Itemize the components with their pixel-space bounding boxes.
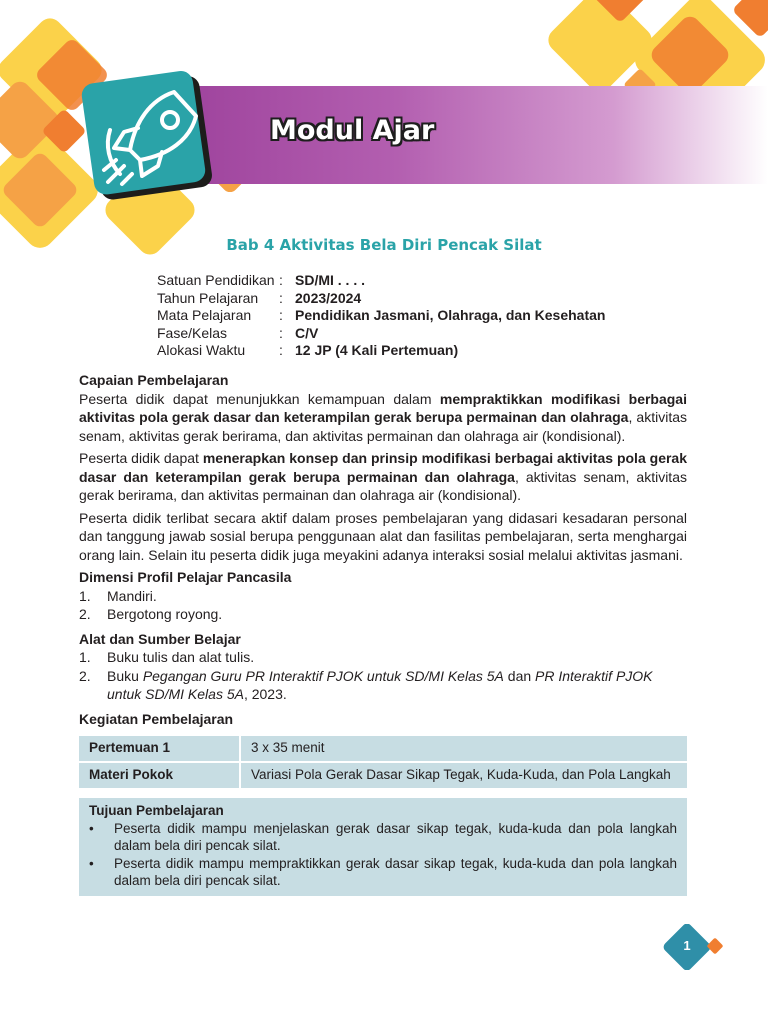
- tujuan-box: [79, 798, 687, 896]
- list-item: [79, 667, 687, 704]
- table-value: Variasi Pola Gerak Dasar Sikap Tegak, Kuda-Kuda, dan Pola Langkah: [241, 763, 687, 788]
- table-value: 3 x 35 menit: [241, 736, 687, 761]
- module-title: Modul Ajar: [270, 115, 435, 146]
- book-title: Pegangan Guru PR Interaktif PJOK untuk SD/MI Kelas 5A: [142, 667, 504, 684]
- info-value: SD/MI . . . .: [295, 272, 366, 288]
- info-value: 12 JP (4 Kali Pertemuan): [295, 342, 459, 358]
- info-colon: :: [279, 342, 283, 358]
- info-colon: :: [279, 272, 283, 288]
- info-value: Pendidikan Jasmani, Olahraga, dan Kesehatan: [295, 307, 606, 323]
- info-colon: :: [279, 289, 283, 306]
- list-text: Peserta didik mampu mempraktikkan gerak dasar sikap tegak, kuda-kuda dan pola langkah dalam bela diri pencak silat.: [114, 855, 677, 888]
- list-item: [79, 648, 687, 667]
- section-title-capaian: Capaian Pembelajaran: [79, 372, 229, 388]
- info-row: [157, 325, 605, 343]
- list-item: [89, 855, 677, 890]
- bullet: •: [89, 855, 94, 871]
- info-key: Tahun Pelajaran: [157, 289, 259, 306]
- info-row: [157, 290, 605, 308]
- identity-table: [157, 272, 605, 360]
- list-text: [107, 667, 687, 704]
- section-title-alat: Alat dan Sumber Belajar: [79, 630, 241, 647]
- text-run: , aktivitas senam, aktivitas gerak berirama, dan aktivitas permainan dan olahraga air (kondisional).: [79, 409, 687, 444]
- info-row: [157, 307, 605, 325]
- info-key: Satuan Pendidikan: [157, 272, 275, 288]
- capaian-paragraph-3: Peserta didik terlibat secara aktif dalam proses pembelajaran yang didasari kesadaran personal dan tanggung jawab sosial berupa penggunaan alat dan fasilitas pembelajaran, serta menghargai orang lain. Selain itu peserta didik juga meyakini adanya interaksi sosial melalui aktivitas jasmani.: [79, 509, 687, 563]
- list-text: Peserta didik mampu menjelaskan gerak dasar sikap tegak, kuda-kuda dan pola langkah dalam bela diri pencak silat.: [114, 820, 677, 853]
- info-key: Fase/Kelas: [157, 324, 228, 341]
- list-number: 1.: [79, 649, 91, 665]
- list-text: Bergotong royong.: [107, 606, 223, 622]
- text-run: Buku: [107, 667, 143, 684]
- list-item: [79, 587, 687, 606]
- list-text: Buku tulis dan alat tulis.: [107, 649, 255, 665]
- info-value: C/V: [295, 324, 319, 341]
- text-run: dan: [503, 667, 536, 684]
- section-title-kegiatan: Kegiatan Pembelajaran: [79, 710, 234, 727]
- page-number: 1: [683, 938, 691, 953]
- capaian-paragraph-1: [79, 390, 687, 446]
- info-colon: :: [279, 324, 283, 341]
- text-run: , 2023.: [243, 686, 287, 702]
- dimensi-list: [79, 587, 687, 624]
- text-run: , aktivitas senam, aktivitas gerak berirama, dan aktivitas permainan dan olahraga air (kondisional).: [79, 468, 687, 503]
- info-key: Mata Pelajaran: [157, 307, 252, 323]
- table-label: Materi Pokok: [79, 763, 241, 788]
- page-badge-icon: [663, 924, 733, 970]
- kegiatan-table: [79, 734, 687, 790]
- text-run-bold: menerapkan konsep dan prinsip modifikasi berbagai aktivitas pola gerak dasar dan keterampilan gerak berupa permainan dan olahraga: [79, 450, 688, 485]
- table-row: [79, 763, 687, 788]
- tujuan-list: [89, 820, 677, 890]
- text-run: Peserta didik dapat: [79, 450, 203, 466]
- info-row: [157, 272, 605, 290]
- book-title: PR Interaktif PJOK untuk SD/MI Kelas 5A: [107, 667, 653, 702]
- text-run-bold: mempraktikkan modifikasi berbagai aktivitas pola gerak dasar dan keterampilan gerak berupa permainan dan olahraga: [79, 390, 687, 425]
- bullet: •: [89, 820, 94, 836]
- alat-list: [79, 648, 687, 704]
- info-key: Alokasi Waktu: [157, 342, 246, 358]
- chapter-title: Bab 4 Aktivitas Bela Diri Pencak Silat: [226, 236, 542, 254]
- list-item: [89, 820, 677, 855]
- table-row: [79, 736, 687, 761]
- table-label: Pertemuan 1: [79, 736, 241, 761]
- list-item: [79, 605, 687, 624]
- title-banner: [150, 86, 768, 184]
- list-number: 1.: [79, 587, 91, 604]
- info-colon: :: [279, 307, 283, 323]
- list-number: 2.: [79, 606, 91, 622]
- info-row: [157, 342, 605, 360]
- main-content: [79, 371, 687, 896]
- list-text: Mandiri.: [107, 587, 157, 604]
- capaian-paragraph-2: [79, 449, 687, 505]
- text-run: Peserta didik dapat menunjukkan kemampuan dalam: [79, 390, 440, 407]
- list-number: 2.: [79, 667, 91, 684]
- tujuan-title: Tujuan Pembelajaran: [89, 803, 224, 818]
- section-title-dimensi: Dimensi Profil Pelajar Pancasila: [79, 569, 292, 585]
- rocket-icon: [80, 70, 218, 202]
- info-value: 2023/2024: [295, 289, 362, 306]
